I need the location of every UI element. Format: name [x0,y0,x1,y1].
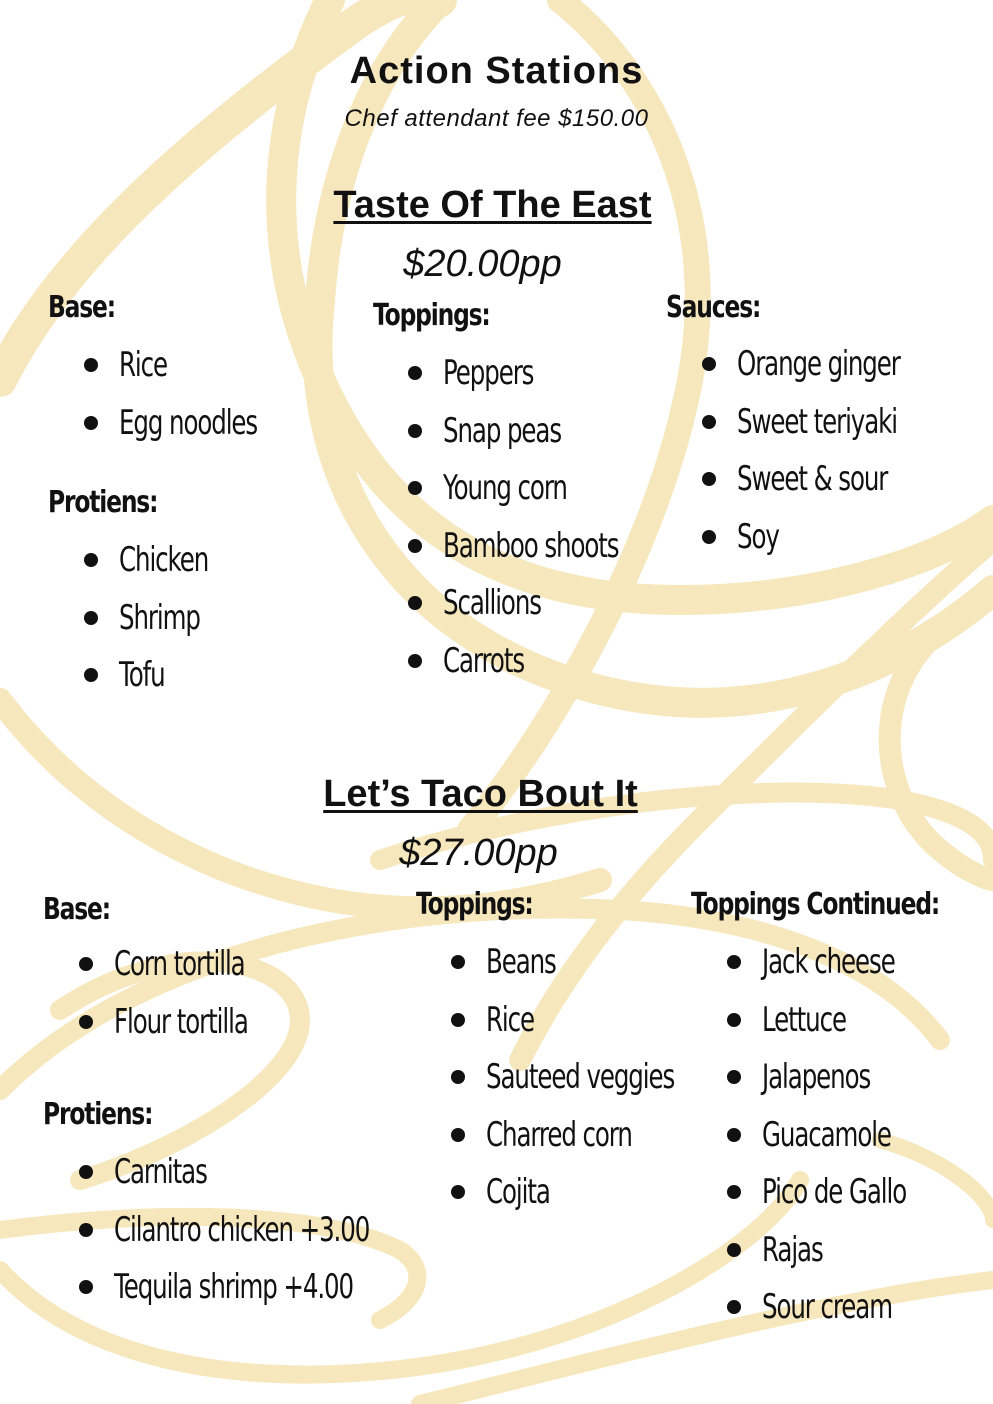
bullet-icon [702,530,716,544]
bullet-icon [408,481,422,495]
station-price-lets-taco-bout-it: $27.00pp [399,832,558,874]
bullet-icon [79,1280,93,1294]
bullet-icon [702,472,716,486]
bullet-icon [451,955,465,969]
bullet-icon [451,1070,465,1084]
bullet-icon [727,1070,741,1084]
bullet-icon [84,668,98,682]
bullet-icon [727,1243,741,1257]
bullet-icon [408,596,422,610]
bullet-icon [84,553,98,567]
group-heading-toppings: Toppings: [416,887,533,922]
bullet-icon [408,654,422,668]
station-title-taste-of-the-east: Taste Of The East [333,184,652,226]
bullet-icon [79,1223,93,1237]
bullet-icon [727,1128,741,1142]
bullet-icon [79,957,93,971]
page-title: Action Stations [349,50,644,92]
group-heading-proteins: Protiens: [43,1097,153,1132]
group-heading-proteins: Protiens: [48,485,158,520]
bullet-icon [408,366,422,380]
bullet-icon [702,415,716,429]
bullet-icon [79,1015,93,1029]
bullet-icon [451,1128,465,1142]
bullet-icon [408,539,422,553]
group-heading-sauces: Sauces: [666,290,761,325]
bullet-icon [408,424,422,438]
station-price-taste-of-the-east: $20.00pp [403,243,562,285]
bullet-icon [727,1013,741,1027]
bullet-icon [79,1165,93,1179]
group-heading-base: Base: [48,290,115,325]
bullet-icon [451,1013,465,1027]
station-title-lets-taco-bout-it: Let’s Taco Bout It [323,773,638,815]
group-heading-base: Base: [43,892,110,927]
bullet-icon [451,1185,465,1199]
bullet-icon [84,358,98,372]
chef-fee-subtitle: Chef attendant fee $150.00 [344,105,649,132]
bullet-icon [84,416,98,430]
bullet-icon [84,611,98,625]
group-heading-toppings: Toppings: [373,298,490,333]
group-heading-toppings-continued: Toppings Continued: [691,887,940,922]
bullet-icon [727,1300,741,1314]
bullet-icon [702,357,716,371]
bullet-icon [727,1185,741,1199]
bullet-icon [727,955,741,969]
